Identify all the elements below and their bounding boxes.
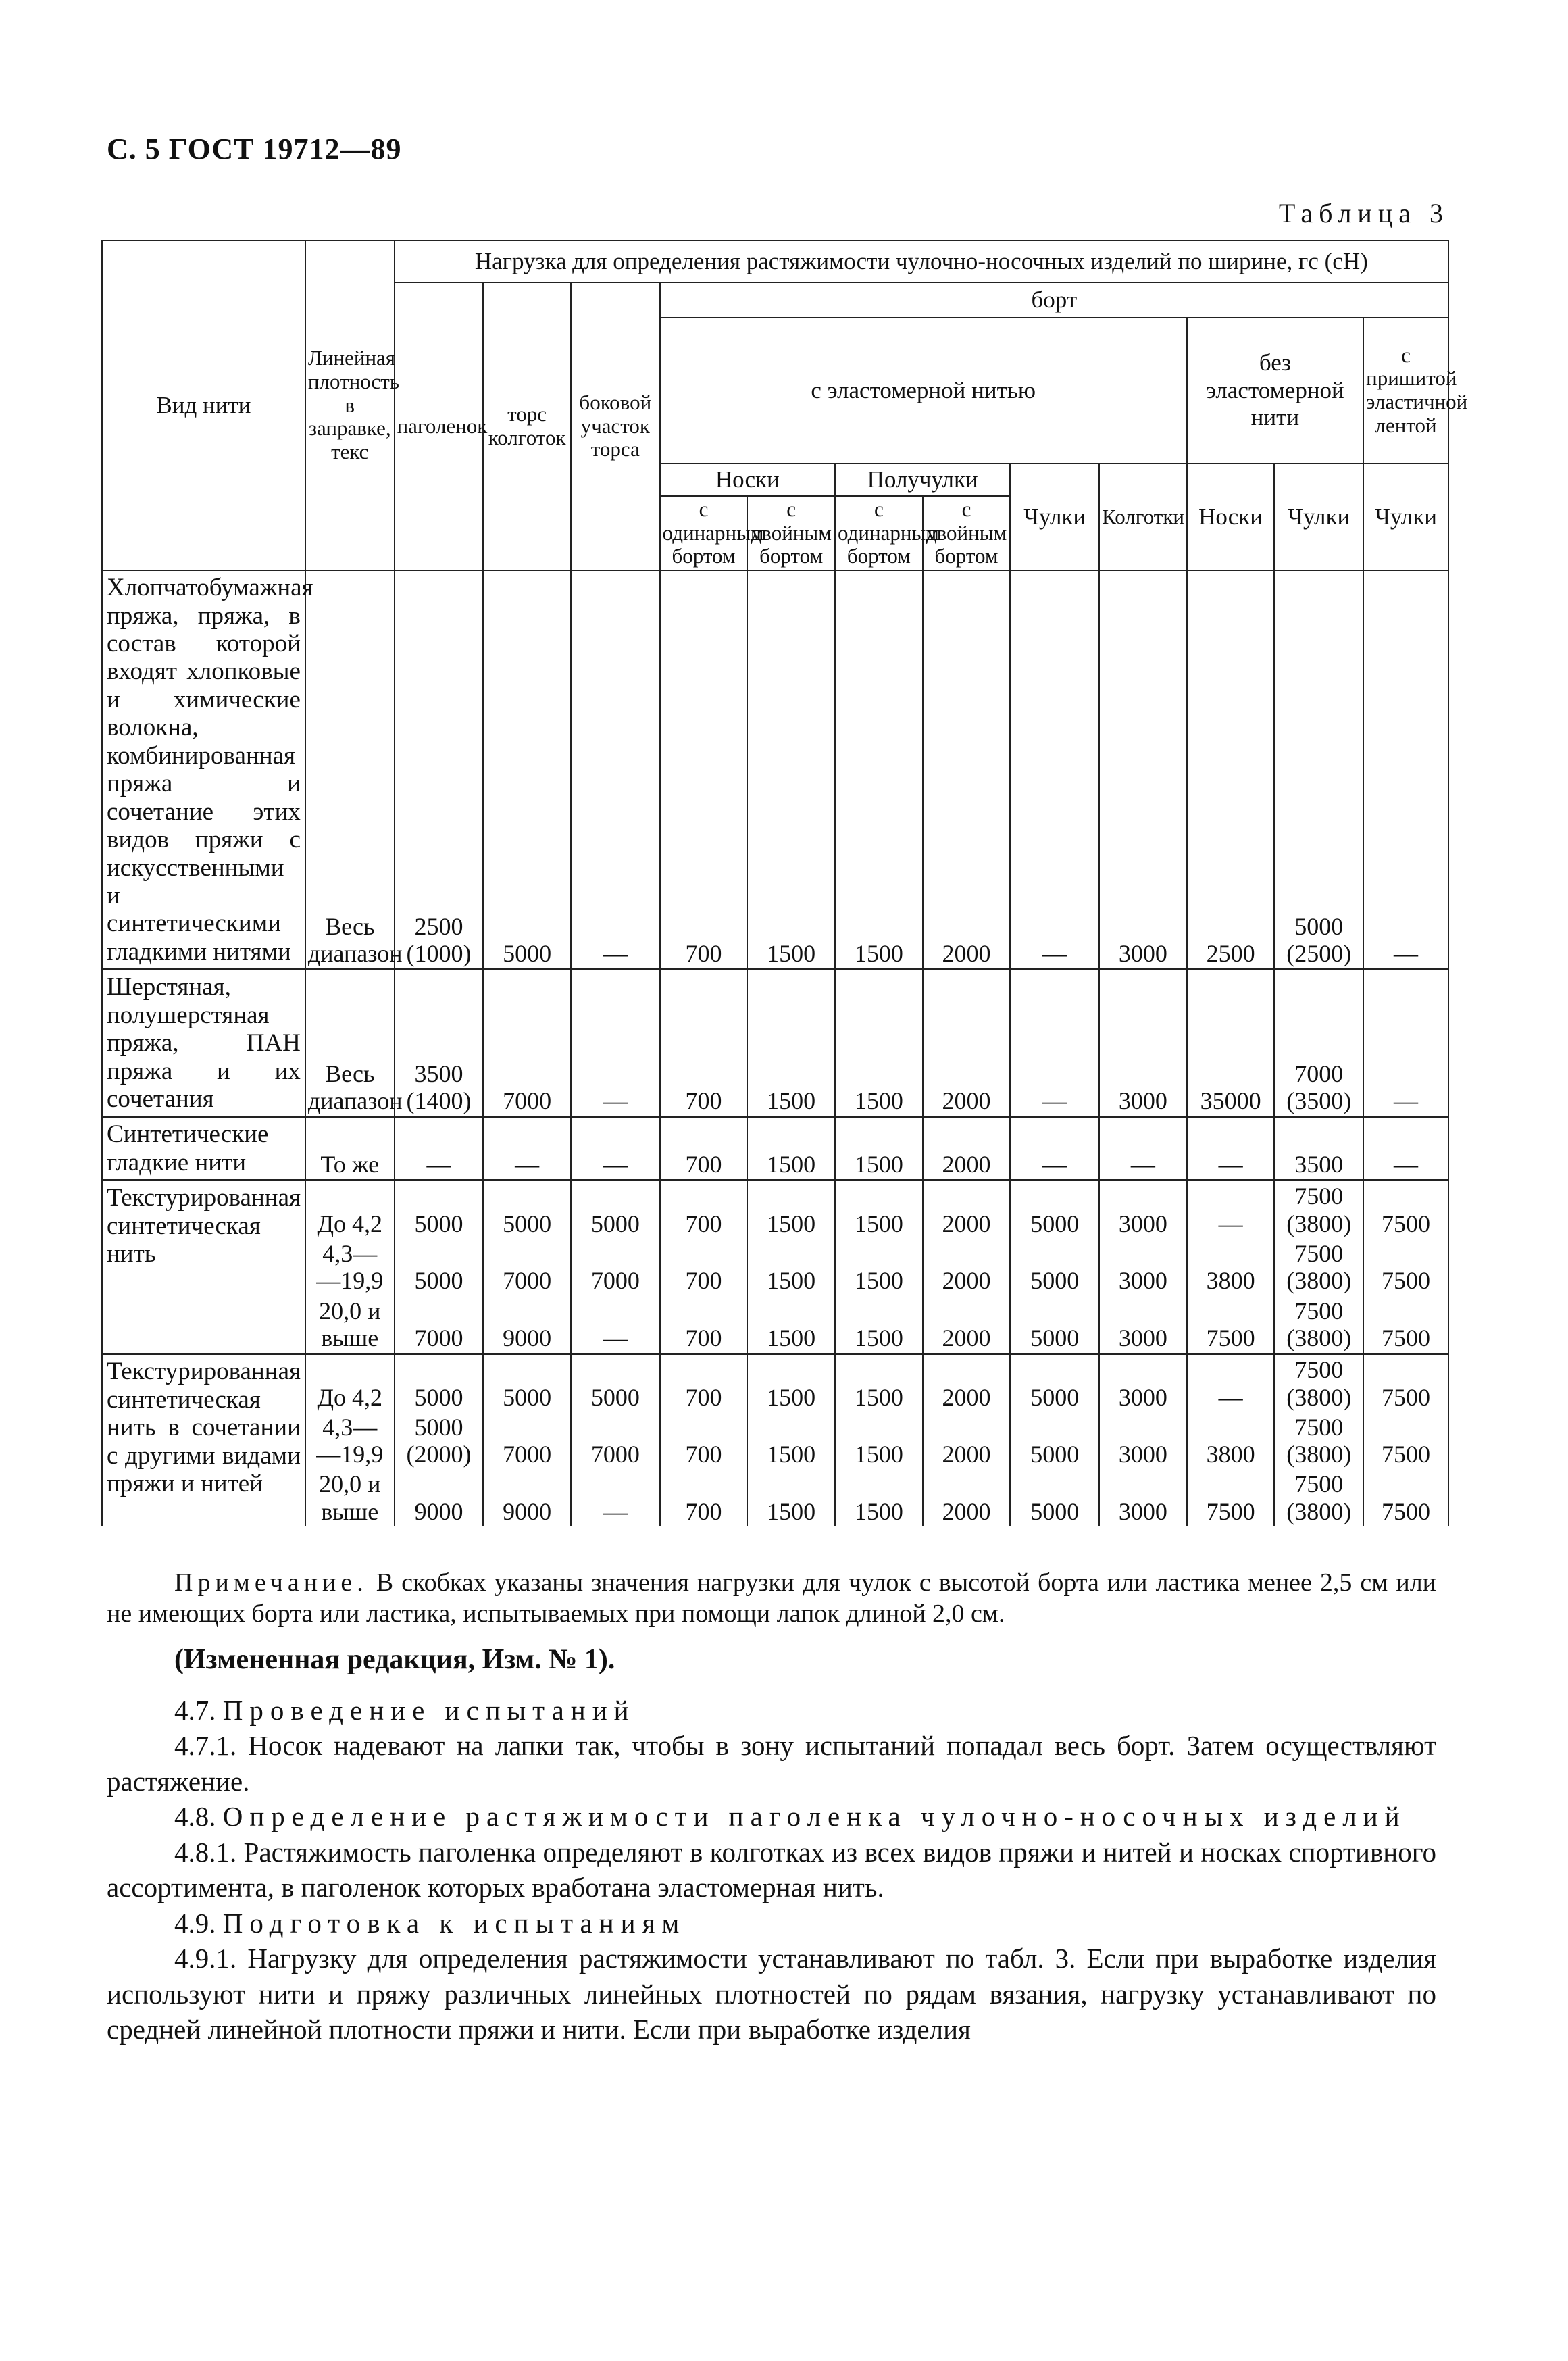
cell-bc: 7000 (3500) (1274, 970, 1363, 1117)
load-table-grid (101, 240, 1468, 1526)
cell-lin: До 4,2 (305, 1354, 395, 1412)
cell-n1: 700 (660, 570, 748, 970)
cell-ch: — (1010, 970, 1099, 1117)
cell-tors: 7000 (483, 1412, 571, 1470)
cell-lc: 7500 (1363, 1239, 1448, 1296)
col-header-bez-noski: Носки (1187, 464, 1275, 570)
col-header-bok: боковой участок торса (571, 282, 660, 570)
cell-kol: 3000 (1099, 1239, 1187, 1296)
section-text: Растяжимость паголенка определяют в колготках из всех видов пряжи и нитей и носках спортивного ассортимента, в паголенок которых вработана эластомерная нить. (107, 1836, 1436, 1904)
table-row (102, 570, 1448, 970)
cell-bok: — (571, 1296, 660, 1354)
cell-lc: — (1363, 570, 1448, 970)
cell-ch: 5000 (1010, 1296, 1099, 1354)
section-num: 4.9.1. (174, 1943, 237, 1974)
cell-vid: Синтетические гладкие нити (102, 1117, 305, 1180)
col-header-bez-elast: без эластомерной нити (1187, 318, 1363, 464)
cell-pag: 2500 (1000) (395, 570, 484, 970)
cell-bn: 35000 (1187, 970, 1275, 1117)
page-header: С. 5 ГОСТ 19712—89 (107, 132, 402, 166)
col-header-bez-chulki: Чулки (1274, 464, 1363, 570)
cell-bn: — (1187, 1117, 1275, 1180)
cell-p1: 1500 (835, 1354, 923, 1412)
cell-n2: 1500 (747, 1354, 835, 1412)
cell-p1: 1500 (835, 1412, 923, 1470)
cell-n1: 700 (660, 1412, 748, 1470)
section-num: 4.7.1. (174, 1730, 237, 1762)
table-row (102, 1180, 1448, 1239)
col-header-pag: паголенок (395, 282, 484, 570)
cell-vid: Хлопчатобумажная пряжа, пряжа, в состав которой входят хлопковые и химические волокна, комбинированная пряжа и сочетание этих видов пряжи с искусственными и синтетическими гладкими нитями (102, 570, 305, 970)
cell-bn: 7500 (1187, 1296, 1275, 1354)
cell-bc: 3500 (1274, 1117, 1363, 1180)
cell-n2: 1500 (747, 1180, 835, 1239)
cell-bc: 5000 (2500) (1274, 570, 1363, 970)
table-body (102, 570, 1448, 1526)
col-header-vid: Вид нити (102, 241, 305, 570)
col-header-bort: борт (660, 282, 1448, 318)
cell-bc: 7500 (3800) (1274, 1354, 1363, 1412)
cell-lin: 4,3— —19,9 (305, 1239, 395, 1296)
cell-pag: 5000 (395, 1354, 484, 1412)
cell-pag: — (395, 1117, 484, 1180)
cell-pag: 5000 (395, 1239, 484, 1296)
section-4-7 (107, 1693, 1436, 2047)
col-header-noski-odin: с одинарным бортом (660, 496, 748, 570)
col-header-load: Нагрузка для определения растяжимости чулочно-носочных изделий по ширине, гс (сН) (395, 241, 1448, 282)
cell-bc: 7500 (3800) (1274, 1469, 1363, 1526)
col-header-noski-dvoin: с двойным бортом (747, 496, 835, 570)
cell-lin: Весь диапазон (305, 570, 395, 970)
cell-bok: 5000 (571, 1354, 660, 1412)
cell-kol: 3000 (1099, 970, 1187, 1117)
section-text: Нагрузку для определения растяжимости устанавливают по табл. 3. Если при выработке изделия используют нити и пряжу различных линейных плотностей по рядам вязания, нагрузку устанавливают по средней линейной плотности пряжи и нити. Если при выработке изделия (107, 1943, 1436, 2045)
cell-n2: 1500 (747, 1296, 835, 1354)
cell-bn: — (1187, 1180, 1275, 1239)
cell-lc: — (1363, 1117, 1448, 1180)
cell-tors: 9000 (483, 1296, 571, 1354)
col-header-polu-dvoin: с двойным бортом (923, 496, 1011, 570)
section-text: Носок надевают на лапки так, чтобы в зону испытаний попадал весь борт. Затем осуществляют растяжение. (107, 1730, 1437, 1797)
col-header-s-lent: с пришитой эластичной лентой (1363, 318, 1448, 464)
section-title: Проведение испытаний (222, 1695, 636, 1726)
table-row (102, 1117, 1448, 1180)
cell-n1: 700 (660, 1117, 748, 1180)
cell-tors: 7000 (483, 970, 571, 1117)
col-header-tors: торс колготок (483, 282, 571, 570)
cell-n2: 1500 (747, 1239, 835, 1296)
amendment-note: (Измененная редакция, Изм. № 1). (174, 1644, 615, 1675)
cell-lc: 7500 (1363, 1296, 1448, 1354)
cell-lin: Весь диапазон (305, 970, 395, 1117)
cell-bc: 7500 (3800) (1274, 1412, 1363, 1470)
cell-lc: 7500 (1363, 1180, 1448, 1239)
cell-ch: 5000 (1010, 1354, 1099, 1412)
cell-bok: 7000 (571, 1239, 660, 1296)
cell-lc: 7500 (1363, 1354, 1448, 1412)
cell-n2: 1500 (747, 970, 835, 1117)
cell-ch: 5000 (1010, 1180, 1099, 1239)
cell-bok: — (571, 1117, 660, 1180)
section-title: Определение растяжимости паголенка чулочно-носочных изделий (222, 1801, 1407, 1833)
cell-tors: 7000 (483, 1239, 571, 1296)
cell-p1: 1500 (835, 1296, 923, 1354)
cell-kol: 3000 (1099, 1180, 1187, 1239)
cell-vid: Шерстяная, полушерстяная пряжа, ПАН пряжа и их сочетания (102, 970, 305, 1117)
cell-n1: 700 (660, 1180, 748, 1239)
cell-p2: 2000 (923, 1296, 1011, 1354)
cell-ch: — (1010, 1117, 1099, 1180)
col-header-kolgotki: Колготки (1099, 464, 1187, 570)
cell-n2: 1500 (747, 570, 835, 970)
cell-tors: 5000 (483, 570, 571, 970)
cell-pag: 9000 (395, 1469, 484, 1526)
col-header-s-elast: с эластомерной нитью (660, 318, 1187, 464)
cell-kol: — (1099, 1117, 1187, 1180)
cell-lc: — (1363, 970, 1448, 1117)
cell-n2: 1500 (747, 1117, 835, 1180)
cell-p2: 2000 (923, 970, 1011, 1117)
cell-lin: До 4,2 (305, 1180, 395, 1239)
col-header-lent-chulki: Чулки (1363, 464, 1448, 570)
cell-n1: 700 (660, 1239, 748, 1296)
load-table (101, 240, 1468, 1526)
cell-bok: 7000 (571, 1412, 660, 1470)
col-header-polu: Получулки (835, 464, 1010, 496)
cell-n2: 1500 (747, 1412, 835, 1470)
cell-lin: 20,0 и выше (305, 1469, 395, 1526)
cell-bok: — (571, 1469, 660, 1526)
cell-p2: 2000 (923, 570, 1011, 970)
cell-p2: 2000 (923, 1180, 1011, 1239)
cell-p1: 1500 (835, 570, 923, 970)
cell-bn: 3800 (1187, 1239, 1275, 1296)
cell-n1: 700 (660, 970, 748, 1117)
table-row (102, 1354, 1448, 1412)
cell-ch: — (1010, 570, 1099, 970)
cell-bok: — (571, 570, 660, 970)
cell-kol: 3000 (1099, 1469, 1187, 1526)
cell-bc: 7500 (3800) (1274, 1296, 1363, 1354)
cell-tors: 5000 (483, 1354, 571, 1412)
cell-lc: 7500 (1363, 1469, 1448, 1526)
cell-tors: — (483, 1117, 571, 1180)
cell-p2: 2000 (923, 1469, 1011, 1526)
cell-n1: 700 (660, 1469, 748, 1526)
note-text: В скобках указаны значения нагрузки для чулок с высотой борта или ластика менее 2,5 см или не имеющих борта или ластика, испытываемых при помощи лапок длиной 2,0 см. (107, 1568, 1437, 1628)
cell-p1: 1500 (835, 1117, 923, 1180)
col-header-noski: Носки (660, 464, 835, 496)
section-num: 4.8. (174, 1801, 216, 1833)
cell-kol: 3000 (1099, 1296, 1187, 1354)
section-num: 4.7. (174, 1695, 216, 1726)
cell-lin: То же (305, 1117, 395, 1180)
section-num: 4.9. (174, 1907, 216, 1939)
cell-bc: 7500 (3800) (1274, 1239, 1363, 1296)
cell-kol: 3000 (1099, 1354, 1187, 1412)
cell-ch: 5000 (1010, 1239, 1099, 1296)
cell-p2: 2000 (923, 1354, 1011, 1412)
cell-p1: 1500 (835, 1469, 923, 1526)
cell-bn: 2500 (1187, 570, 1275, 970)
cell-n1: 700 (660, 1354, 748, 1412)
cell-vid: Текстурированная синтетическая нить (102, 1180, 305, 1354)
cell-pag: 3500 (1400) (395, 970, 484, 1117)
col-header-polu-odin: с одинарным бортом (835, 496, 923, 570)
col-header-lin: Линейная плотность в заправке, текс (305, 241, 395, 570)
cell-bok: — (571, 970, 660, 1117)
cell-vid: Текстурированная синтетическая нить в сочетании с другими видами пряжи и нитей (102, 1354, 305, 1526)
cell-kol: 3000 (1099, 570, 1187, 970)
cell-lc: 7500 (1363, 1412, 1448, 1470)
table-row (102, 970, 1448, 1117)
cell-p2: 2000 (923, 1117, 1011, 1180)
note-label: Примечание. (174, 1568, 368, 1597)
cell-tors: 5000 (483, 1180, 571, 1239)
col-header-chulki: Чулки (1010, 464, 1099, 570)
cell-p1: 1500 (835, 970, 923, 1117)
section-num: 4.8.1. (174, 1836, 237, 1868)
cell-tors: 9000 (483, 1469, 571, 1526)
section-title: Подготовка к испытаниям (222, 1907, 686, 1939)
cell-kol: 3000 (1099, 1412, 1187, 1470)
cell-p2: 2000 (923, 1239, 1011, 1296)
cell-ch: 5000 (1010, 1412, 1099, 1470)
cell-pag: 7000 (395, 1296, 484, 1354)
cell-p1: 1500 (835, 1239, 923, 1296)
cell-bn: — (1187, 1354, 1275, 1412)
cell-n1: 700 (660, 1296, 748, 1354)
cell-bc: 7500 (3800) (1274, 1180, 1363, 1239)
cell-p1: 1500 (835, 1180, 923, 1239)
cell-bn: 7500 (1187, 1469, 1275, 1526)
cell-bn: 3800 (1187, 1412, 1275, 1470)
cell-p2: 2000 (923, 1412, 1011, 1470)
cell-bok: 5000 (571, 1180, 660, 1239)
table-note (107, 1568, 1436, 1629)
cell-pag: 5000 (2000) (395, 1412, 484, 1470)
cell-lin: 4,3— —19,9 (305, 1412, 395, 1470)
cell-n2: 1500 (747, 1469, 835, 1526)
table-caption: Таблица 3 (1278, 198, 1449, 228)
cell-ch: 5000 (1010, 1469, 1099, 1526)
cell-pag: 5000 (395, 1180, 484, 1239)
cell-lin: 20,0 и выше (305, 1296, 395, 1354)
